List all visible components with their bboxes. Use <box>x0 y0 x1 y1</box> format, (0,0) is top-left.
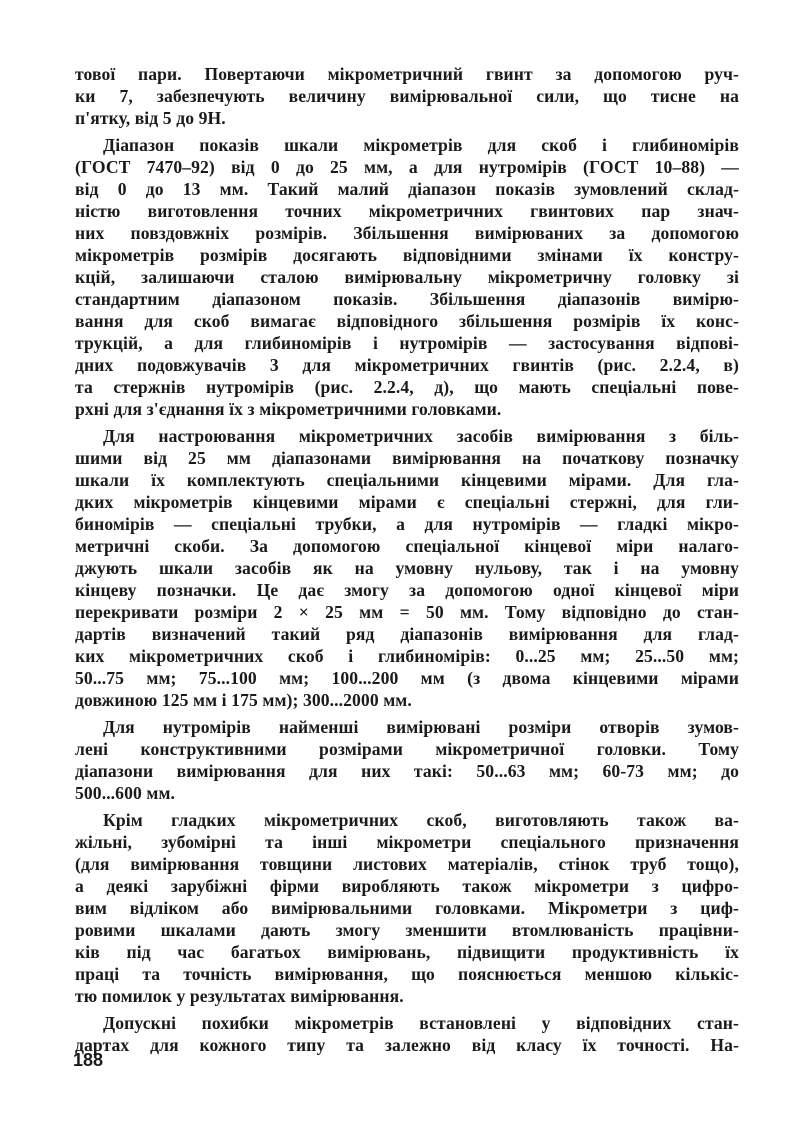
paragraph <box>75 1012 739 1056</box>
text-line: Для нутромірів найменші вимірювані розміри отворів зумов- <box>103 717 739 737</box>
paragraph <box>75 63 739 129</box>
text-line: трукцій, а для глибиномірів і нутромірів — застосування відпові- <box>75 333 739 353</box>
paragraph <box>75 134 739 420</box>
paragraph <box>75 716 739 804</box>
text-line: джують шкали засобів як на умовну нульову, так і на умовну <box>75 558 739 578</box>
text-line: дних подовжувачів 3 для мікрометричних гвинтів (рис. 2.2.4, в) <box>75 355 739 375</box>
text-line: ровими шкалами дають змогу зменшити втомлюваність працівни- <box>75 920 739 940</box>
text-line: вим відліком або вимірювальними головками. Мікрометри з циф- <box>75 898 739 918</box>
text-line: стандартним діапазоном показів. Збільшення діапазонів вимірю- <box>75 289 739 309</box>
text-line: дартів визначений такий ряд діапазонів вимірювання для глад- <box>75 624 739 644</box>
text-line: шими від 25 мм діапазонами вимірювання на початкову позначку <box>75 448 739 468</box>
text-line: дартах для кожного типу та залежно від класу їх точності. На- <box>75 1035 739 1055</box>
page-body <box>75 63 739 1056</box>
text-line: та стержнів нутромірів (рис. 2.2.4, д), що мають спеціальні пове- <box>75 377 739 397</box>
text-line: кінцеву позначки. Це дає змогу за допомогою одної кінцевої міри <box>75 580 739 600</box>
paragraph <box>75 809 739 1007</box>
text-line: метричні скоби. За допомогою спеціальної кінцевої міри налаго- <box>75 536 739 556</box>
text-line: кцій, залишаючи сталою вимірювальну мікрометричну головку зі <box>75 267 739 287</box>
text-line: 500...600 мм. <box>75 783 176 803</box>
paragraph <box>75 425 739 711</box>
text-line: биномірів — спеціальні трубки, а для нутромірів — гладкі мікро- <box>75 514 739 534</box>
text-line: ків під час багатьох вимірювань, підвищити продуктивність їх <box>75 942 739 962</box>
text-line: п'ятку, від 5 до 9Н. <box>75 108 226 128</box>
text-line: Діапазон показів шкали мікрометрів для скоб і глибиномірів <box>103 135 739 155</box>
text-line: ки 7, забезпечують величину вимірювальної сили, що тисне на <box>75 86 739 106</box>
text-line: Для настроювання мікрометричних засобів вимірювання з біль- <box>103 426 739 446</box>
text-line: ких мікрометричних скоб і глибиномірів: 0...25 мм; 25...50 мм; <box>75 646 739 666</box>
page-number: 188 <box>73 1050 104 1070</box>
text-line: рхні для з'єднання їх з мікрометричними головками. <box>75 399 502 419</box>
text-line: них повздовжніх розмірів. Збільшення вимірюваних за допомогою <box>75 223 739 243</box>
text-line: а деякі зарубіжні фірми виробляють також мікрометри з цифро- <box>75 876 739 896</box>
text-line: дких мікрометрів кінцевими мірами є спеціальні стержні, для гли- <box>75 492 739 512</box>
text-line: Допускні похибки мікрометрів встановлені у відповідних стан- <box>103 1013 739 1033</box>
text-line: вання для скоб вимагає відповідного збільшення розмірів їх конс- <box>75 311 739 331</box>
text-line: від 0 до 13 мм. Такий малий діапазон показів зумовлений склад- <box>75 179 739 199</box>
text-line: тю помилок у результатах вимірювання. <box>75 986 404 1006</box>
text-line: 50...75 мм; 75...100 мм; 100...200 мм (з двома кінцевими мірами <box>75 668 739 688</box>
text-line: (для вимірювання товщини листових матеріалів, стінок труб тощо), <box>75 854 739 874</box>
text-line: перекривати розміри 2 × 25 мм = 50 мм. Тому відповідно до стан- <box>75 602 739 622</box>
text-line: праці та точність вимірювання, що пояснюється меншою кількіс- <box>75 964 739 984</box>
text-line: діапазони вимірювання для них такі: 50...63 мм; 60-73 мм; до <box>75 761 739 781</box>
text-line: довжиною 125 мм і 175 мм); 300...2000 мм. <box>75 690 412 710</box>
text-line: (ГОСТ 7470–92) від 0 до 25 мм, а для нутромірів (ГОСТ 10–88) — <box>75 157 739 177</box>
text-line: мікрометрів розмірів досягають відповідними змінами їх констру- <box>75 245 739 265</box>
text-line: тової пари. Повертаючи мікрометричний гвинт за допомогою руч- <box>75 64 739 84</box>
text-line: Крім гладких мікрометричних скоб, виготовляють також ва- <box>103 810 739 830</box>
text-line: лені конструктивними розмірами мікрометричної головки. Тому <box>75 739 739 759</box>
text-line: жільні, зубомірні та інші мікрометри спеціального призначення <box>75 832 739 852</box>
text-line: шкали їх комплектують спеціальними кінцевими мірами. Для гла- <box>75 470 739 490</box>
text-line: ністю виготовлення точних мікрометричних гвинтових пар знач- <box>75 201 739 221</box>
